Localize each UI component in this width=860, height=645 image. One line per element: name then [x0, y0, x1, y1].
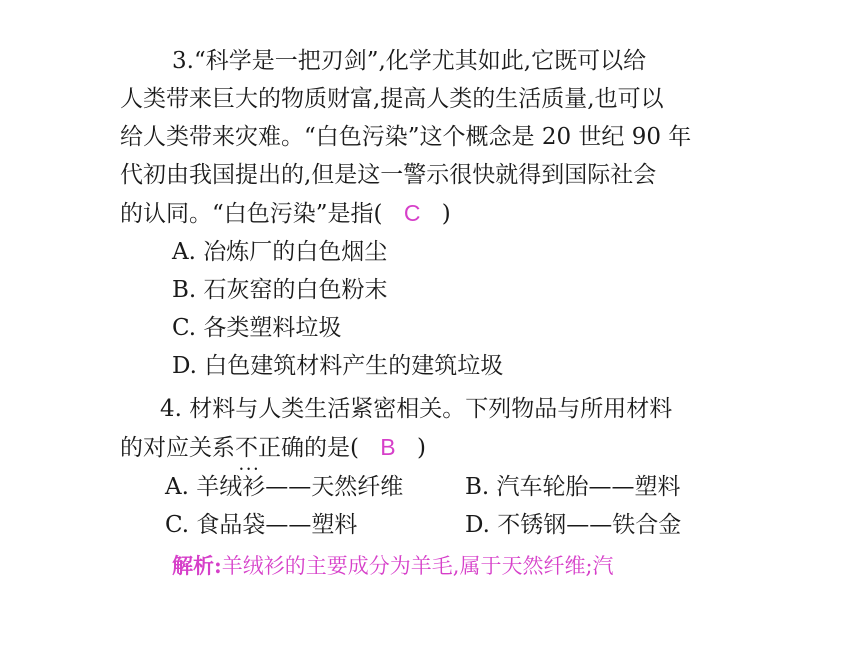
q3-stem-text: 的认同。“白色污染”是指( — [120, 201, 383, 227]
q3-option-a: A. 冶炼厂的白色烟尘 — [172, 239, 388, 265]
q4-option-a: A. 羊绒衫——天然纤维 — [165, 474, 404, 500]
q4-option-d: D. 不锈钢——铁合金 — [465, 512, 682, 538]
q3-line-5 — [120, 198, 451, 229]
q3-line-1: 3.“科学是一把刃剑”,化学尤其如此,它既可以给 — [172, 48, 647, 74]
q4-option-c: C. 食品袋——塑料 — [165, 512, 358, 538]
q3-line-2: 人类带来巨大的物质财富,提高人类的生活质量,也可以 — [120, 86, 664, 112]
q3-line-3: 给人类带来灾难。“白色污染”这个概念是 20 世纪 90 年 — [120, 124, 692, 150]
q4-line-1: 4. 材料与人类生活紧密相关。下列物品与所用材料 — [160, 396, 673, 422]
q4-answer: B — [380, 434, 396, 460]
q3-close-paren: ) — [441, 201, 451, 227]
q4-stem-text: 的对应关系 — [120, 435, 235, 461]
q3-option-b: B. 石灰窑的白色粉末 — [172, 277, 388, 303]
q4-option-b: B. 汽车轮胎——塑料 — [465, 474, 681, 500]
q3-line-4: 代初由我国提出的,但是这一警示很快就得到国际社会 — [120, 162, 657, 188]
analysis-label: 解析: — [172, 553, 222, 578]
q4-close-paren: ) — [416, 435, 426, 461]
q3-option-c: C. 各类塑料垃圾 — [172, 315, 342, 341]
analysis-text: 羊绒衫的主要成分为羊毛,属于天然纤维;汽 — [221, 554, 614, 578]
analysis — [172, 551, 614, 581]
q3-answer: C — [403, 200, 421, 226]
q4-line-2 — [120, 432, 426, 463]
q3-option-d: D. 白色建筑材料产生的建筑垃圾 — [172, 353, 504, 379]
q4-emphasis-text: 不正确 • • • — [235, 433, 304, 463]
q4-stem-text-2: 的是( — [304, 435, 359, 461]
